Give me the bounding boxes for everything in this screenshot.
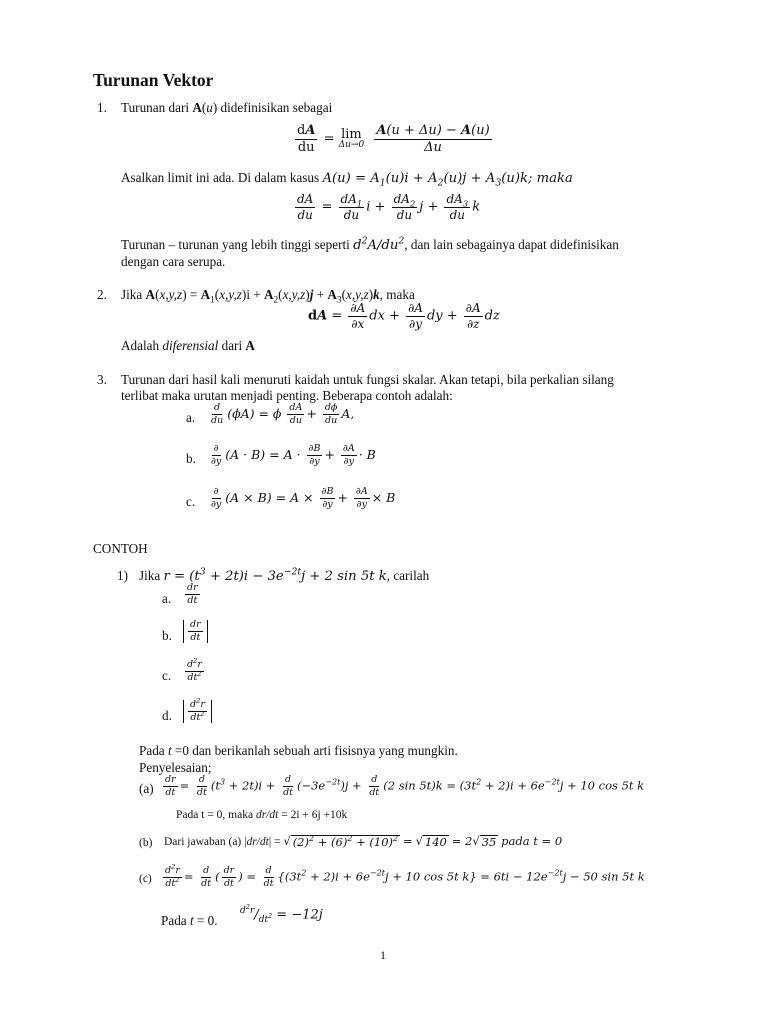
item-1-higher-derivatives-cont: dengan cara serupa. [121, 254, 226, 269]
final-second-derivative: $^{d^2r}/_{dt^2} = -12j$ [240, 903, 323, 925]
contoh-a-expr: $\frac{dr}{dt}$ [187, 582, 198, 606]
contoh-d-expr: $\frac{d^2r}{dt^2}$ [183, 700, 212, 723]
contoh-1-jika: Jika $r = (t^3 + 2t)i - 3e^{-2t}j + 2$ sin 5t k, carilah [139, 566, 430, 584]
item-3a-label: a. [186, 410, 196, 425]
item-2-adalah: Adalah diferensial dari A [121, 338, 255, 353]
product-rule-scalar: $\frac{d}{du}$ (ϕA) = ϕ $\frac{dA}{du}$ + $\frac{d\phi}{du}$ A, [211, 402, 355, 426]
contoh-1-number: 1) [117, 568, 128, 583]
contoh-c-expr: $\frac{d^2r}{dt^2}$ [187, 656, 202, 683]
item-3-number: 3. [97, 372, 107, 387]
solution-c-label: (c) [139, 873, 152, 885]
final-pada-t0: Pada t = 0. [161, 913, 218, 928]
contoh-label-d: d. [162, 708, 172, 723]
page-number: 1 [380, 948, 386, 962]
solution-b-label: (b) [139, 837, 153, 849]
product-rule-dot: $\frac{\partial}{\partial y}$ (A · B) = A · $\frac{\partial B}{\partial y}$ + $\frac{\partial A}{\partial y}$ · B [211, 443, 376, 467]
item-1-intro: Turunan dari A(u) didefinisikan sebagai [121, 100, 333, 115]
component-derivative-formula: $\frac{dA}{du}$ = $\frac{dA_1}{du}$ i + $\frac{dA_2}{du}$ j + $\frac{dA_3}{du}$ k [297, 192, 481, 222]
contoh-penyelesaian: Penyelesaian; [139, 760, 212, 775]
item-2-number: 2. [97, 287, 107, 302]
item-1-number: 1. [97, 100, 107, 115]
solution-a-at-t0: Pada t = 0, maka dr/dt = 2i + 6j +10k [176, 809, 348, 821]
contoh-heading: CONTOH [93, 541, 148, 556]
contoh-b-expr: $\frac{dr}{dt}$ [183, 620, 208, 643]
solution-a-label: (a) [139, 781, 154, 796]
solution-b-formula: Dari jawaban (a) |dr/dt| = √ $(2)^2 + (6)^2 + (10)^2$ = √ 140 = 2 √ 35 pada t = 0 [164, 834, 563, 849]
item-3-line1: Turunan dari hasil kali menuruti kaidah untuk fungsi skalar. Akan tetapi, bila perkalian silang [121, 372, 614, 387]
solution-c-formula: $\frac{d^2r}{dt^2}$ = $\frac{d}{dt}$ ( $\frac{dr}{dt}$ ) = $\frac{d}{dt}$ {$(3t^2 + 2)i + 6e^{-2t}j + 10$ cos 5t $k\} = 6ti - 12e^{-2t}j - 50$ sin 5t k [165, 862, 645, 889]
product-rule-cross: $\frac{\partial}{\partial y}$ (A × B) = A × $\frac{\partial B}{\partial y}$ + $\frac{\partial A}{\partial y}$ × B [211, 486, 396, 510]
page-title: Turunan Vektor [93, 70, 214, 90]
solution-a-formula: $\frac{dr}{dt}$ = $\frac{d}{dt}$ $(t^3 + 2t)i$ + $\frac{d}{dt}$ $(-3e^{-2t})j$ + $\frac{d}{dt}$ (2 $\sin 5t)k = (3t^2 + 2)i + 6e^{-2t}j + 10$ cos 5t k [165, 774, 645, 798]
item-2-jika: Jika $A(x,y,z) = A_1(x,y,z)i + A_2(x,y,z)j + A_3(x,y,z)k$, maka [121, 287, 415, 305]
item-3b-label: b. [186, 451, 196, 466]
item-3-line2: terlibat maka urutan menjadi penting. Beberapa contoh adalah: [121, 388, 453, 403]
contoh-label-b: b. [162, 628, 172, 643]
item-1-higher-derivatives: Turunan – turunan yang lebih tinggi seperti $d^2A/du^2$, dan lain sebagainya dapat didefinisikan [121, 235, 619, 253]
contoh-label-c: c. [162, 668, 172, 683]
contoh-pada-t0: Pada t =0 dan berikanlah sebuah arti fisisnya yang mungkin. [139, 743, 458, 758]
item-3c-label: c. [186, 494, 196, 509]
contoh-label-a: a. [162, 591, 172, 606]
differential-formula: dA = $\frac{\partial A}{\partial x}$ dx + $\frac{\partial A}{\partial y}$ dy + $\frac{\partial A}{\partial z}$ dz [308, 301, 500, 331]
item-1-asalkan: Asalkan limit ini ada. Di dalam kasus $A(u) = A_1(u)i + A_2(u)j + A_3(u)k$; maka [121, 170, 573, 189]
derivative-definition-formula: $\frac{dA}{du}$ = lim Δu→0 $\frac{A(u + \Delta u) - A(u)}{\Delta u}$ [297, 123, 490, 155]
